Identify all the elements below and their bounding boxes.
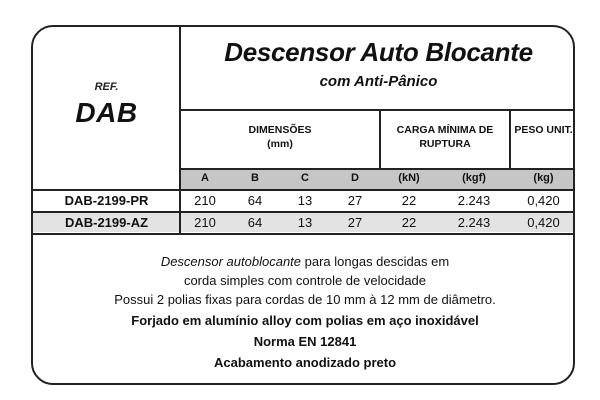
col-c: C (301, 172, 309, 184)
row-cell-kgf: 2.243 (457, 193, 491, 208)
description-text: para longas descidas em (301, 254, 450, 269)
row-cell-c: 13 (297, 193, 313, 208)
description-line: corda simples com controle de velocidade (183, 273, 427, 288)
divider (33, 189, 575, 191)
description-italic: Descensor autoblocante (160, 254, 302, 269)
col-kg: (kg) (533, 172, 554, 184)
divider (180, 109, 575, 111)
row-cell-a: 210 (194, 215, 216, 230)
dimensions-unit: (mm) (267, 138, 293, 150)
row-cell-d: 27 (347, 215, 363, 230)
description-line-bold: Forjado em alumínio alloy com polias em aço inoxidável (131, 313, 479, 328)
dimensions-label: DIMENSÕES (248, 124, 312, 136)
col-d: D (351, 172, 359, 184)
description-line (33, 253, 575, 270)
row-cell-kg: 0,420 (527, 215, 560, 230)
product-spec-card (31, 25, 575, 385)
ref-label: REF. (94, 81, 119, 93)
product-subtitle: com Anti-Pânico (319, 73, 438, 90)
divider (379, 109, 381, 169)
row-model: DAB-2199-PR (64, 193, 149, 208)
col-kgf: (kgf) (462, 172, 486, 184)
divider (179, 27, 181, 234)
divider (509, 109, 511, 169)
row-cell-kn: 22 (401, 215, 417, 230)
col-kn: (kN) (398, 172, 420, 184)
finish-line: Acabamento anodizado preto (213, 355, 397, 370)
row-cell-kg: 0,420 (527, 193, 560, 208)
load-header: CARGA MÍNIMA DE RUPTURA (396, 124, 494, 150)
row-cell-kn: 22 (401, 193, 417, 208)
divider (33, 233, 575, 235)
col-a: A (201, 172, 209, 184)
divider (180, 168, 575, 170)
description-line: Possui 2 polias fixas para cordas de 10 mm à 12 mm de diâmetro. (114, 292, 496, 307)
col-b: B (251, 172, 259, 184)
row-cell-b: 64 (247, 193, 263, 208)
product-title: Descensor Auto Blocante (224, 37, 533, 67)
row-model: DAB-2199-AZ (64, 215, 149, 230)
weight-header: PESO UNIT. (514, 124, 573, 136)
row-cell-b: 64 (247, 215, 263, 230)
dimensions-header (180, 123, 380, 151)
row-cell-a: 210 (194, 193, 216, 208)
row-cell-d: 27 (347, 193, 363, 208)
ref-code: DAB (75, 97, 138, 128)
divider (33, 211, 575, 213)
row-cell-kgf: 2.243 (457, 215, 491, 230)
norm-line: Norma EN 12841 (253, 334, 357, 349)
row-cell-c: 13 (297, 215, 313, 230)
